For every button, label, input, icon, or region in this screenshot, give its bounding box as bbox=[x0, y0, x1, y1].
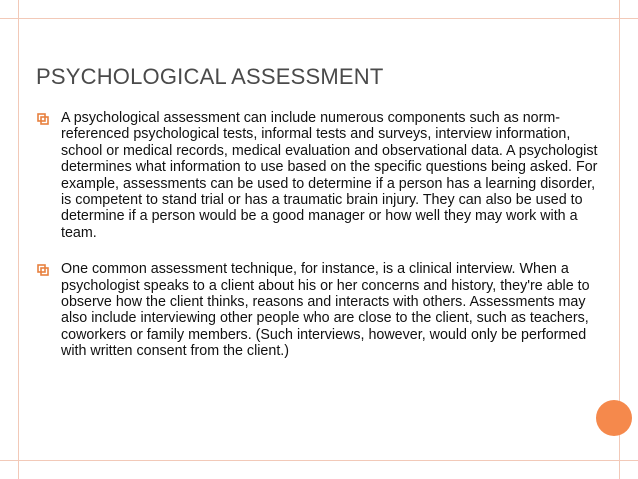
bullet-text: One common assessment technique, for instance, is a clinical interview. When a psychologist speaks to a client about his or her concerns and history, they're able to observe how the client thinks, reasons and interacts with others. Assessments may also include interviewing other people who are close to the client, such as teachers, coworkers or family members. (Such interviews, however, would only be performed with written consent from the client.) bbox=[61, 261, 590, 360]
bullet-text: A psychological assessment can include numerous components such as norm-referenced psychological tests, informal tests and surveys, interview information, school or medical records, medical evaluation and observational data. A psychologist determines what information to use based on the specific questions being asked. For example, assessments can be used to determine if a person has a learning disorder, is competent to stand trial or has a traumatic brain injury. They can also be used to determine if a person would be a good manager or how well they may work with a team. bbox=[61, 110, 598, 241]
slide-title: PSYCHOLOGICAL ASSESSMENT bbox=[36, 64, 384, 89]
frame-left-line bbox=[18, 0, 19, 479]
bullet-list bbox=[36, 110, 604, 380]
frame-top-line bbox=[0, 18, 638, 19]
bullet-item bbox=[36, 261, 604, 359]
orange-circle-decoration bbox=[596, 400, 632, 436]
bullet-item bbox=[36, 110, 604, 241]
frame-bottom-line bbox=[0, 460, 638, 461]
hollow-square-bullet-icon bbox=[36, 261, 50, 277]
hollow-square-bullet-icon bbox=[36, 110, 50, 126]
